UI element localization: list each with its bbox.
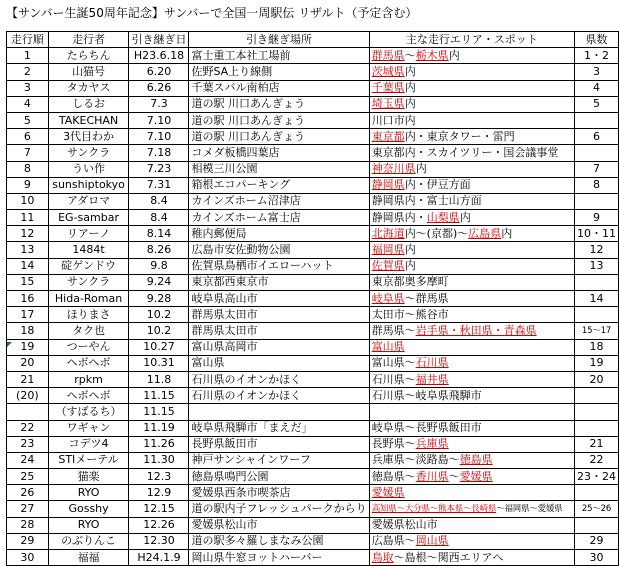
place-cell[interactable]: 道の駅 川口あんぎょう bbox=[189, 112, 369, 128]
table-row bbox=[7, 355, 619, 371]
date-cell[interactable]: H24.1.9 bbox=[129, 550, 189, 566]
area-segment: 埼玉県 bbox=[371, 97, 405, 111]
area-segment: 高知県～大分県～熊本県～長崎県 bbox=[371, 504, 497, 515]
place-cell[interactable]: 道の駅多々羅しまなみ公園 bbox=[189, 533, 369, 549]
date-cell[interactable]: 12.15 bbox=[129, 501, 189, 517]
area-cell[interactable] bbox=[369, 323, 574, 339]
area-cell[interactable] bbox=[369, 501, 574, 517]
place-cell[interactable]: 岡山県牛窓ヨットハーバー bbox=[189, 550, 369, 566]
table-row bbox=[7, 469, 619, 485]
place-cell[interactable]: カインズホーム富士店 bbox=[189, 210, 369, 226]
table-row bbox=[7, 533, 619, 549]
prefecture-count-cell[interactable]: 30 bbox=[574, 550, 618, 566]
order-cell[interactable]: (20) bbox=[7, 388, 49, 404]
date-cell[interactable]: H23.6.18 bbox=[129, 48, 189, 64]
area-cell[interactable] bbox=[369, 193, 574, 209]
header-prefecture-count: 県数 bbox=[574, 32, 618, 48]
area-segment: 岐阜県～長野県飯田市 bbox=[371, 421, 482, 435]
table-row bbox=[7, 371, 619, 387]
table-row bbox=[7, 210, 619, 226]
place-cell[interactable]: 富山県高岡市 bbox=[189, 339, 369, 355]
area-segment: 香川県 bbox=[415, 469, 449, 483]
area-segment: 内 bbox=[404, 97, 416, 111]
area-cell[interactable] bbox=[369, 258, 574, 274]
area-segment: 群馬県～ bbox=[371, 323, 416, 337]
place-cell[interactable]: 群馬県太田市 bbox=[189, 307, 369, 323]
table-row bbox=[7, 258, 619, 274]
date-cell[interactable]: 8.26 bbox=[129, 242, 189, 258]
area-segment: 兵庫県 bbox=[415, 437, 449, 451]
runner-cell[interactable]: アダロマ bbox=[48, 193, 129, 209]
area-cell[interactable] bbox=[369, 274, 574, 290]
place-cell[interactable]: 富山県 bbox=[189, 355, 369, 371]
order-cell[interactable]: 5 bbox=[7, 112, 49, 128]
runner-cell[interactable]: 3代目わか bbox=[48, 129, 129, 145]
runner-cell[interactable]: ワギャン bbox=[48, 420, 129, 436]
table-row bbox=[7, 501, 619, 517]
date-cell[interactable]: 11.26 bbox=[129, 436, 189, 452]
area-cell[interactable] bbox=[369, 485, 574, 501]
table-row bbox=[7, 339, 619, 355]
place-cell[interactable]: 群馬県太田市 bbox=[189, 323, 369, 339]
prefecture-count-cell[interactable]: 13 bbox=[574, 258, 618, 274]
area-segment: 広島県 bbox=[468, 226, 502, 240]
table-row bbox=[7, 517, 619, 533]
order-cell[interactable]: 21 bbox=[7, 371, 49, 387]
place-cell[interactable]: 佐野SA上り線側 bbox=[189, 64, 369, 80]
prefecture-count-cell[interactable] bbox=[574, 274, 618, 290]
area-cell[interactable] bbox=[369, 550, 574, 566]
area-cell[interactable] bbox=[369, 291, 574, 307]
area-cell[interactable] bbox=[369, 226, 574, 242]
order-cell[interactable]: 9 bbox=[7, 177, 49, 193]
area-segment: 兵庫県～淡路島～ bbox=[371, 453, 460, 467]
area-segment: 静岡県内・富士山方面 bbox=[371, 194, 482, 208]
area-segment: 福井県 bbox=[415, 372, 449, 386]
area-segment: 群馬県 bbox=[371, 48, 405, 62]
place-cell[interactable]: 道の駅内子フレッシュパークからり bbox=[189, 501, 369, 517]
table-row bbox=[7, 436, 619, 452]
area-segment: 石川県 bbox=[415, 356, 449, 370]
place-cell[interactable]: 愛媛県松山市 bbox=[189, 517, 369, 533]
place-cell[interactable] bbox=[189, 404, 369, 420]
order-cell[interactable]: 28 bbox=[7, 517, 49, 533]
date-cell[interactable]: 12.3 bbox=[129, 469, 189, 485]
runner-cell[interactable]: 猫楽 bbox=[48, 469, 129, 485]
order-cell[interactable]: 14 bbox=[7, 258, 49, 274]
date-cell[interactable]: 10.31 bbox=[129, 355, 189, 371]
area-cell[interactable] bbox=[369, 517, 574, 533]
area-cell[interactable] bbox=[369, 355, 574, 371]
date-cell[interactable]: 11.8 bbox=[129, 371, 189, 387]
prefecture-count-cell[interactable]: 14 bbox=[574, 291, 618, 307]
prefecture-count-cell[interactable]: 1・2 bbox=[574, 48, 618, 64]
area-segment: 内 bbox=[404, 64, 416, 78]
area-segment: 内 bbox=[415, 162, 427, 176]
area-segment: 神奈川県 bbox=[371, 162, 416, 176]
area-segment: ～群馬県 bbox=[404, 291, 449, 305]
area-cell[interactable] bbox=[369, 533, 574, 549]
table-row bbox=[7, 420, 619, 436]
place-cell[interactable]: 石川県のイオンかほく bbox=[189, 371, 369, 387]
area-segment: 福岡県 bbox=[371, 243, 405, 257]
area-segment: 東京都奥多摩町 bbox=[371, 275, 449, 289]
table-row bbox=[7, 145, 619, 161]
prefecture-count-cell[interactable]: 6 bbox=[574, 129, 618, 145]
runner-cell[interactable]: RYO bbox=[48, 517, 129, 533]
area-segment: ～ bbox=[404, 48, 416, 62]
runner-cell[interactable]: EG-sambar bbox=[48, 210, 129, 226]
order-cell[interactable]: 11 bbox=[7, 210, 49, 226]
order-cell[interactable]: 23 bbox=[7, 436, 49, 452]
area-segment: 石川県～岐阜県飛騨市 bbox=[371, 388, 482, 402]
date-cell[interactable]: 11.15 bbox=[129, 404, 189, 420]
order-cell[interactable]: 2 bbox=[7, 64, 49, 80]
place-cell[interactable]: 神戸サンシャインワーフ bbox=[189, 452, 369, 468]
order-cell[interactable]: 6 bbox=[7, 129, 49, 145]
runner-cell[interactable]: ほりまさ bbox=[48, 307, 129, 323]
order-cell[interactable]: 15 bbox=[7, 274, 49, 290]
order-cell[interactable]: 24 bbox=[7, 452, 49, 468]
area-segment: 茨城県 bbox=[371, 64, 405, 78]
prefecture-count-cell[interactable]: 5 bbox=[574, 96, 618, 112]
table-row bbox=[7, 129, 619, 145]
table-row bbox=[7, 323, 619, 339]
runner-cell[interactable]: サンクラ bbox=[48, 145, 129, 161]
order-cell[interactable]: 25 bbox=[7, 469, 49, 485]
area-segment: 内・伊豆方面 bbox=[404, 178, 471, 192]
prefecture-count-cell[interactable]: 15～17 bbox=[574, 323, 618, 339]
runner-cell[interactable]: ヘボヘボ bbox=[48, 355, 129, 371]
prefecture-count-cell[interactable]: 4 bbox=[574, 80, 618, 96]
order-cell[interactable]: 22 bbox=[7, 420, 49, 436]
order-cell[interactable]: 18 bbox=[7, 323, 49, 339]
area-segment: 鳥取 bbox=[371, 550, 394, 564]
area-segment: 栃木県 bbox=[415, 48, 449, 62]
prefecture-count-cell[interactable]: 19 bbox=[574, 355, 618, 371]
area-cell[interactable] bbox=[369, 177, 574, 193]
table-row bbox=[7, 388, 619, 404]
runner-cell[interactable]: 1484t bbox=[48, 242, 129, 258]
place-cell[interactable]: 長野県飯田市 bbox=[189, 436, 369, 452]
order-cell[interactable]: 13 bbox=[7, 242, 49, 258]
table-header-row bbox=[7, 32, 619, 48]
order-cell[interactable]: 29 bbox=[7, 533, 49, 549]
runner-cell[interactable]: （すばるち） bbox=[48, 404, 129, 420]
area-segment: 愛媛県松山市 bbox=[371, 518, 438, 532]
date-cell[interactable]: 7.3 bbox=[129, 96, 189, 112]
area-cell[interactable] bbox=[369, 80, 574, 96]
place-cell[interactable]: 相模三川公園 bbox=[189, 161, 369, 177]
place-cell[interactable]: 千葉スバル南柏店 bbox=[189, 80, 369, 96]
area-segment: 静岡県内・ bbox=[371, 210, 427, 224]
date-cell[interactable]: 7.10 bbox=[129, 129, 189, 145]
place-cell[interactable]: 石川県のイオンかほく bbox=[189, 388, 369, 404]
header-date: 引き継ぎ日 bbox=[129, 32, 189, 48]
runner-cell[interactable]: たらちん bbox=[48, 48, 129, 64]
area-cell[interactable] bbox=[369, 145, 574, 161]
table-row bbox=[7, 96, 619, 112]
place-cell[interactable]: 稚内郵便局 bbox=[189, 226, 369, 242]
table-row bbox=[7, 112, 619, 128]
header-order: 走行順 bbox=[7, 32, 49, 48]
date-cell[interactable]: 10.27 bbox=[129, 339, 189, 355]
date-cell[interactable]: 11.15 bbox=[129, 388, 189, 404]
area-segment: 岐阜県 bbox=[371, 291, 405, 305]
runner-cell[interactable]: Hida-Roman bbox=[48, 291, 129, 307]
runner-cell[interactable]: しるお bbox=[48, 96, 129, 112]
area-cell[interactable] bbox=[369, 48, 574, 64]
header-runner: 走行者 bbox=[48, 32, 129, 48]
area-segment: 静岡県 bbox=[371, 178, 405, 192]
area-segment: 東京都内・スカイツリー・国会議事堂 bbox=[371, 145, 559, 159]
order-cell[interactable]: 12 bbox=[7, 226, 49, 242]
prefecture-count-cell[interactable] bbox=[574, 193, 618, 209]
date-cell[interactable]: 6.20 bbox=[129, 64, 189, 80]
date-cell[interactable]: 8.4 bbox=[129, 193, 189, 209]
table-row bbox=[7, 274, 619, 290]
area-segment: 岩手県・秋田県・青森県 bbox=[415, 323, 537, 337]
prefecture-count-cell[interactable]: 10・11 bbox=[574, 226, 618, 242]
prefecture-count-cell[interactable] bbox=[574, 112, 618, 128]
area-cell[interactable] bbox=[369, 210, 574, 226]
area-segment: 川口市内 bbox=[371, 113, 416, 127]
order-cell[interactable]: 20 bbox=[7, 355, 49, 371]
date-cell[interactable]: 9.24 bbox=[129, 274, 189, 290]
place-cell[interactable]: 東京都西東京市 bbox=[189, 274, 369, 290]
area-segment: 富山県～ bbox=[371, 356, 416, 370]
runner-cell[interactable]: sunshiptokyo bbox=[48, 177, 129, 193]
sheet-title: 【サンバー生誕50周年記念】サンバーで全国一周駅伝 リザルト（予定含む） bbox=[6, 6, 418, 20]
table-row bbox=[7, 404, 619, 420]
area-segment: ～福岡県～愛媛県 bbox=[496, 504, 563, 515]
order-cell[interactable]: 16 bbox=[7, 291, 49, 307]
order-cell[interactable]: 27 bbox=[7, 501, 49, 517]
runner-cell[interactable]: つーやん bbox=[48, 339, 129, 355]
area-cell[interactable] bbox=[369, 161, 574, 177]
runner-cell[interactable]: コデツ4 bbox=[48, 436, 129, 452]
date-cell[interactable]: 11.30 bbox=[129, 452, 189, 468]
area-cell[interactable] bbox=[369, 339, 574, 355]
date-cell[interactable]: 9.8 bbox=[129, 258, 189, 274]
prefecture-count-cell[interactable]: 18 bbox=[574, 339, 618, 355]
area-segment: 長野県～ bbox=[371, 437, 416, 451]
area-cell[interactable] bbox=[369, 371, 574, 387]
area-segment: 内 bbox=[404, 81, 416, 95]
area-segment: 内 bbox=[404, 259, 416, 273]
table-row bbox=[7, 80, 619, 96]
area-segment: 太田市～熊谷市 bbox=[371, 307, 449, 321]
date-cell[interactable]: 12.9 bbox=[129, 485, 189, 501]
date-cell[interactable]: 9.28 bbox=[129, 291, 189, 307]
area-cell[interactable] bbox=[369, 388, 574, 404]
prefecture-count-cell[interactable] bbox=[574, 388, 618, 404]
area-cell[interactable] bbox=[369, 436, 574, 452]
table-row bbox=[7, 193, 619, 209]
place-cell[interactable]: 富士重工本社工場前 bbox=[189, 48, 369, 64]
table-row bbox=[7, 48, 619, 64]
date-cell[interactable]: 8.14 bbox=[129, 226, 189, 242]
place-cell[interactable]: コメダ板橋四葉店 bbox=[189, 145, 369, 161]
area-segment: 徳島県 bbox=[459, 453, 493, 467]
table-row bbox=[7, 226, 619, 242]
prefecture-count-cell[interactable] bbox=[574, 420, 618, 436]
header-area: 主な走行エリア・スポット bbox=[369, 32, 574, 48]
order-cell[interactable]: 10 bbox=[7, 193, 49, 209]
date-cell[interactable]: 8.4 bbox=[129, 210, 189, 226]
area-cell[interactable] bbox=[369, 64, 574, 80]
prefecture-count-cell[interactable]: 29 bbox=[574, 533, 618, 549]
order-cell[interactable]: 7 bbox=[7, 145, 49, 161]
area-segment: 佐賀県 bbox=[371, 259, 405, 273]
area-segment: 内・東京タワー・雷門 bbox=[404, 129, 515, 143]
area-cell[interactable] bbox=[369, 452, 574, 468]
prefecture-count-cell[interactable]: 12 bbox=[574, 242, 618, 258]
order-cell[interactable]: 3 bbox=[7, 80, 49, 96]
prefecture-count-cell[interactable]: 22 bbox=[574, 452, 618, 468]
area-cell[interactable] bbox=[369, 404, 574, 420]
prefecture-count-cell[interactable] bbox=[574, 307, 618, 323]
runner-cell[interactable]: のぶりんこ bbox=[48, 533, 129, 549]
relay-results-table bbox=[6, 31, 619, 566]
place-cell[interactable]: 徳島県鳴門公園 bbox=[189, 469, 369, 485]
runner-cell[interactable]: 碇ゲンドウ bbox=[48, 258, 129, 274]
date-cell[interactable]: 7.18 bbox=[129, 145, 189, 161]
prefecture-count-cell[interactable] bbox=[574, 404, 618, 420]
order-cell[interactable]: 30 bbox=[7, 550, 49, 566]
table-row bbox=[7, 161, 619, 177]
prefecture-count-cell[interactable]: 23・24 bbox=[574, 469, 618, 485]
area-segment: 千葉県 bbox=[371, 81, 405, 95]
place-cell[interactable]: 広島市安佐動物公園 bbox=[189, 242, 369, 258]
runner-cell[interactable]: rpkm bbox=[48, 371, 129, 387]
table-row bbox=[7, 307, 619, 323]
date-cell[interactable]: 10.2 bbox=[129, 307, 189, 323]
area-cell[interactable] bbox=[369, 129, 574, 145]
place-cell[interactable]: 道の駅 川口あんぎょう bbox=[189, 96, 369, 112]
table-row bbox=[7, 485, 619, 501]
prefecture-count-cell[interactable]: 25～26 bbox=[574, 501, 618, 517]
runner-cell[interactable]: タク也 bbox=[48, 323, 129, 339]
runner-cell[interactable]: Gosshy bbox=[48, 501, 129, 517]
table-row bbox=[7, 64, 619, 80]
place-cell[interactable]: 道の駅 川口あんぎょう bbox=[189, 129, 369, 145]
prefecture-count-cell[interactable] bbox=[574, 517, 618, 533]
order-cell[interactable]: 26 bbox=[7, 485, 49, 501]
prefecture-count-cell[interactable]: 7 bbox=[574, 161, 618, 177]
date-cell[interactable]: 12.26 bbox=[129, 517, 189, 533]
prefecture-count-cell[interactable] bbox=[574, 145, 618, 161]
table-row bbox=[7, 177, 619, 193]
runner-cell[interactable]: 福福 bbox=[48, 550, 129, 566]
place-cell[interactable]: 箱根エコパーキング bbox=[189, 177, 369, 193]
order-cell[interactable]: 8 bbox=[7, 161, 49, 177]
area-segment: 東京都 bbox=[371, 129, 405, 143]
table-row bbox=[7, 550, 619, 566]
place-cell[interactable]: カインズホーム沼津店 bbox=[189, 193, 369, 209]
runner-cell[interactable]: STIメーテル bbox=[48, 452, 129, 468]
header-place: 引き継ぎ場所 bbox=[189, 32, 369, 48]
prefecture-count-cell[interactable]: 8 bbox=[574, 177, 618, 193]
area-cell[interactable] bbox=[369, 112, 574, 128]
runner-cell[interactable]: うい作 bbox=[48, 161, 129, 177]
area-segment: 内 bbox=[404, 243, 416, 257]
area-segment: 内 bbox=[501, 226, 513, 240]
runner-cell[interactable]: RYO bbox=[48, 485, 129, 501]
area-segment: 富山県 bbox=[371, 340, 405, 354]
order-cell[interactable] bbox=[7, 404, 49, 420]
date-cell[interactable]: 12.30 bbox=[129, 533, 189, 549]
area-segment: 山梨県 bbox=[426, 210, 460, 224]
date-cell[interactable]: 7.31 bbox=[129, 177, 189, 193]
runner-cell[interactable]: タカヤス bbox=[48, 80, 129, 96]
area-segment: 愛媛県 bbox=[371, 485, 405, 499]
area-segment: 石川県～ bbox=[371, 372, 416, 386]
area-segment: 北海道 bbox=[371, 226, 405, 240]
place-cell[interactable]: 愛媛県西条市喫茶店 bbox=[189, 485, 369, 501]
prefecture-count-cell[interactable]: 21 bbox=[574, 436, 618, 452]
place-cell[interactable]: 佐賀県鳥栖市イエローハット bbox=[189, 258, 369, 274]
date-cell[interactable]: 11.19 bbox=[129, 420, 189, 436]
area-segment: 内 bbox=[448, 48, 460, 62]
area-segment: 内～(京都)～ bbox=[404, 226, 469, 240]
runner-cell[interactable]: リアーノ bbox=[48, 226, 129, 242]
table-row bbox=[7, 291, 619, 307]
date-cell[interactable]: 7.23 bbox=[129, 161, 189, 177]
order-cell[interactable]: 4 bbox=[7, 96, 49, 112]
area-segment: 岡山県 bbox=[415, 534, 449, 548]
prefecture-count-cell[interactable] bbox=[574, 485, 618, 501]
order-cell[interactable]: 17 bbox=[7, 307, 49, 323]
area-cell[interactable] bbox=[369, 469, 574, 485]
area-segment: 愛媛県 bbox=[459, 469, 493, 483]
area-cell[interactable] bbox=[369, 96, 574, 112]
order-cell[interactable]: 1 bbox=[7, 48, 49, 64]
area-segment: 徳島県～ bbox=[371, 469, 416, 483]
area-cell[interactable] bbox=[369, 242, 574, 258]
date-cell[interactable]: 7.10 bbox=[129, 112, 189, 128]
area-segment: ～島根～関西エリアへ bbox=[393, 550, 504, 564]
date-cell[interactable]: 6.26 bbox=[129, 80, 189, 96]
area-segment: 内 bbox=[459, 210, 471, 224]
area-cell[interactable] bbox=[369, 307, 574, 323]
place-cell[interactable]: 岐阜県飛騨市「まえだ」 bbox=[189, 420, 369, 436]
runner-cell[interactable]: サンクラ bbox=[48, 274, 129, 290]
order-cell[interactable]: 19 bbox=[7, 339, 49, 355]
table-row bbox=[7, 452, 619, 468]
runner-cell[interactable]: TAKECHAN bbox=[48, 112, 129, 128]
runner-cell[interactable]: 山猫号 bbox=[48, 64, 129, 80]
prefecture-count-cell[interactable]: 3 bbox=[574, 64, 618, 80]
area-segment: ～ bbox=[448, 469, 460, 483]
table-row bbox=[7, 242, 619, 258]
runner-cell[interactable]: ヘボヘボ bbox=[48, 388, 129, 404]
area-segment: 広島県～ bbox=[371, 534, 416, 548]
prefecture-count-cell[interactable]: 20 bbox=[574, 371, 618, 387]
date-cell[interactable]: 10.2 bbox=[129, 323, 189, 339]
place-cell[interactable]: 岐阜県高山市 bbox=[189, 291, 369, 307]
area-cell[interactable] bbox=[369, 420, 574, 436]
prefecture-count-cell[interactable]: 9 bbox=[574, 210, 618, 226]
